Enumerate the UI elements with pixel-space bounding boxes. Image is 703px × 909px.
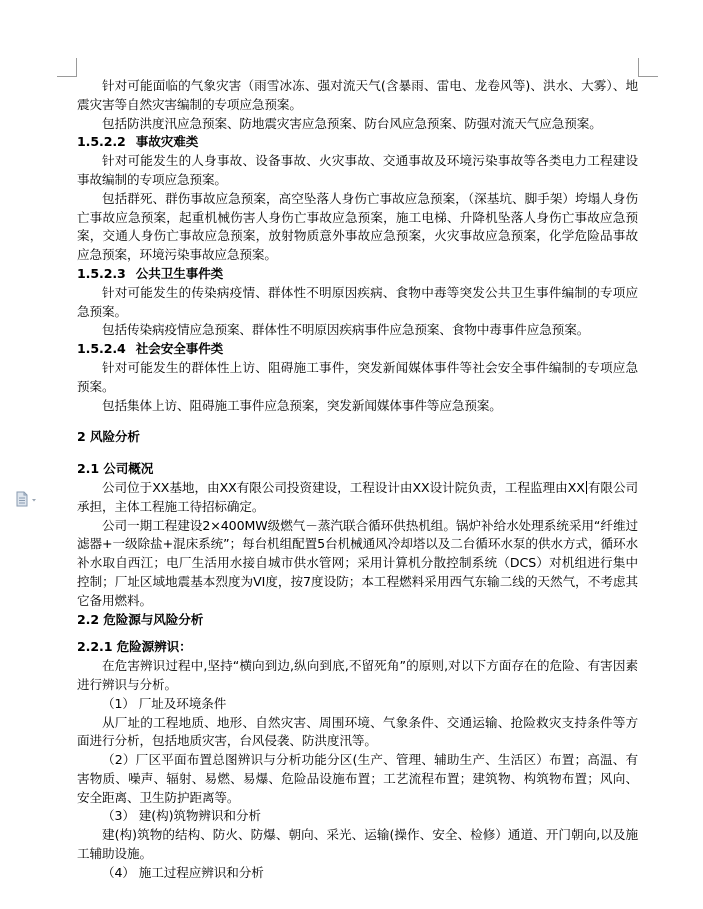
list-item: （2）厂区平面布置总图辨识与分析功能分区(生产、管理、辅助生产、生活区）布置；高温、有害物质、噪声、辐射、易燃、易爆、危险品设施布置；工艺流程布置；建筑物、构筑物布置；风向、安全距离、卫生防护距离等。 (77, 752, 638, 805)
crop-mark-top-right-vertical (638, 58, 639, 77)
crop-mark-top-right-horizontal (638, 76, 658, 77)
section-heading-1522 (77, 133, 638, 152)
list-item-label: （4） 施工过程应辨识和分析 (102, 864, 264, 880)
text-run: 公司位于XX基地，由XX有限公司投资建设，工程设计由XX设计院负责，工程监理由XX (102, 479, 585, 495)
section-heading-221: 2.2.1 危险源辨识： (77, 639, 192, 655)
section-heading-1524 (77, 340, 638, 359)
paragraph: 公司一期工程建设2×400MW级燃气－蒸汽联合循环供热机组。锅炉补给水处理系统采用“纤维过滤器+一级除盐+混床系统”；每台机组配置5台机械通风冷却塔以及二台循环水泵的供水方式，循环水补水取自西江；电厂生活用水接自城市供水管网；采用计算机分散控制系统（DCS）对机组进行集中控制；厂址区域地震基本烈度为VI度，按7度设防；本工程燃料采用西气东输二线的天然气，不考虑其它备用燃料。 (77, 517, 638, 608)
paragraph: 针对可能发生的传染病疫情、群体性不明原因疾病、食物中毒等突发公共卫生事件编制的专项应急预案。 (77, 284, 638, 319)
paragraph: 包括群死、群伤事故应急预案，高空坠落人身伤亡事故应急预案，（深基坑、脚手架）垮塌人身伤亡事故应急预案，起重机械伤害人身伤亡事故应急预案，施工电梯、升降机坠落人身伤亡事故应急预案，交通人身伤亡事故应急预案，放射物质意外事故应急预案，火灾事故应急预案，化学危险品事故应急预案，环境污染事故应急预案。 (77, 190, 638, 263)
section-title: 公共卫生事件类 (135, 265, 224, 281)
section-title: 社会安全事件类 (135, 341, 224, 357)
list-item-label: （1） 厂址及环境条件 (102, 695, 227, 711)
document-options-icon[interactable] (15, 491, 41, 507)
section-heading-1523 (77, 265, 638, 284)
chapter-heading-2: 2 风险分析 (77, 429, 140, 445)
section-number: 1.5.2.3 (77, 265, 126, 281)
list-item-label: （3） 建(构)筑物辨识和分析 (102, 808, 261, 824)
section-title: 事故灾难类 (135, 134, 199, 150)
document-page[interactable] (77, 77, 638, 883)
paragraph: 建(构)筑物的结构、防火、防爆、朝向、采光、运输(操作、安全、检修）通道、开门朝向,以及施工辅助设施。 (77, 827, 638, 862)
paragraph: 包括防洪度汛应急预案、防地震灾害应急预案、防台风应急预案、防强对流天气应急预案。 (102, 115, 602, 131)
paragraph: 包括传染病疫情应急预案、群体性不明原因疾病事件应急预案、食物中毒事件应急预案。 (102, 322, 590, 338)
paragraph: 针对可能面临的气象灾害（雨雪冰冻、强对流天气(含暴雨、雷电、龙卷风等)、洪水、大雾）、地震灾害等自然灾害编制的专项应急预案。 (77, 78, 638, 112)
crop-mark-top-left-vertical (76, 58, 77, 77)
section-heading-22: 2.2 危险源与风险分析 (77, 611, 204, 627)
crop-mark-top-left-horizontal (57, 76, 77, 77)
section-number: 1.5.2.2 (77, 134, 126, 150)
paragraph: 针对可能发生的人身事故、设备事故、火灾事故、交通事故及环境污染事故等各类电力工程建设事故编制的专项应急预案。 (77, 153, 638, 187)
paragraph: 在危害辨识过程中,坚持“横向到边,纵向到底,不留死角”的原则,对以下方面存在的危险、有害因素进行辨识与分析。 (77, 658, 638, 692)
paragraph (77, 479, 638, 517)
section-number: 1.5.2.4 (77, 341, 126, 357)
paragraph: 从厂址的工程地质、地形、自然灾害、周围环境、气象条件、交通运输、抢险救灾支持条件等方面进行分析，包括地质灾害，台风侵袭、防洪度汛等。 (77, 714, 638, 749)
text-run: 有限公司承担，主体工程施工待招标确定。 (77, 479, 638, 514)
paragraph: 包括集体上访、阻碍施工事件应急预案，突发新闻媒体事件等应急预案。 (102, 397, 502, 413)
section-heading-21: 2.1 公司概况 (77, 461, 154, 477)
paragraph: 针对可能发生的群体性上访、阻碍施工事件，突发新闻媒体事件等社会安全事件编制的专项应急预案。 (77, 359, 638, 394)
text-cursor (586, 481, 587, 494)
